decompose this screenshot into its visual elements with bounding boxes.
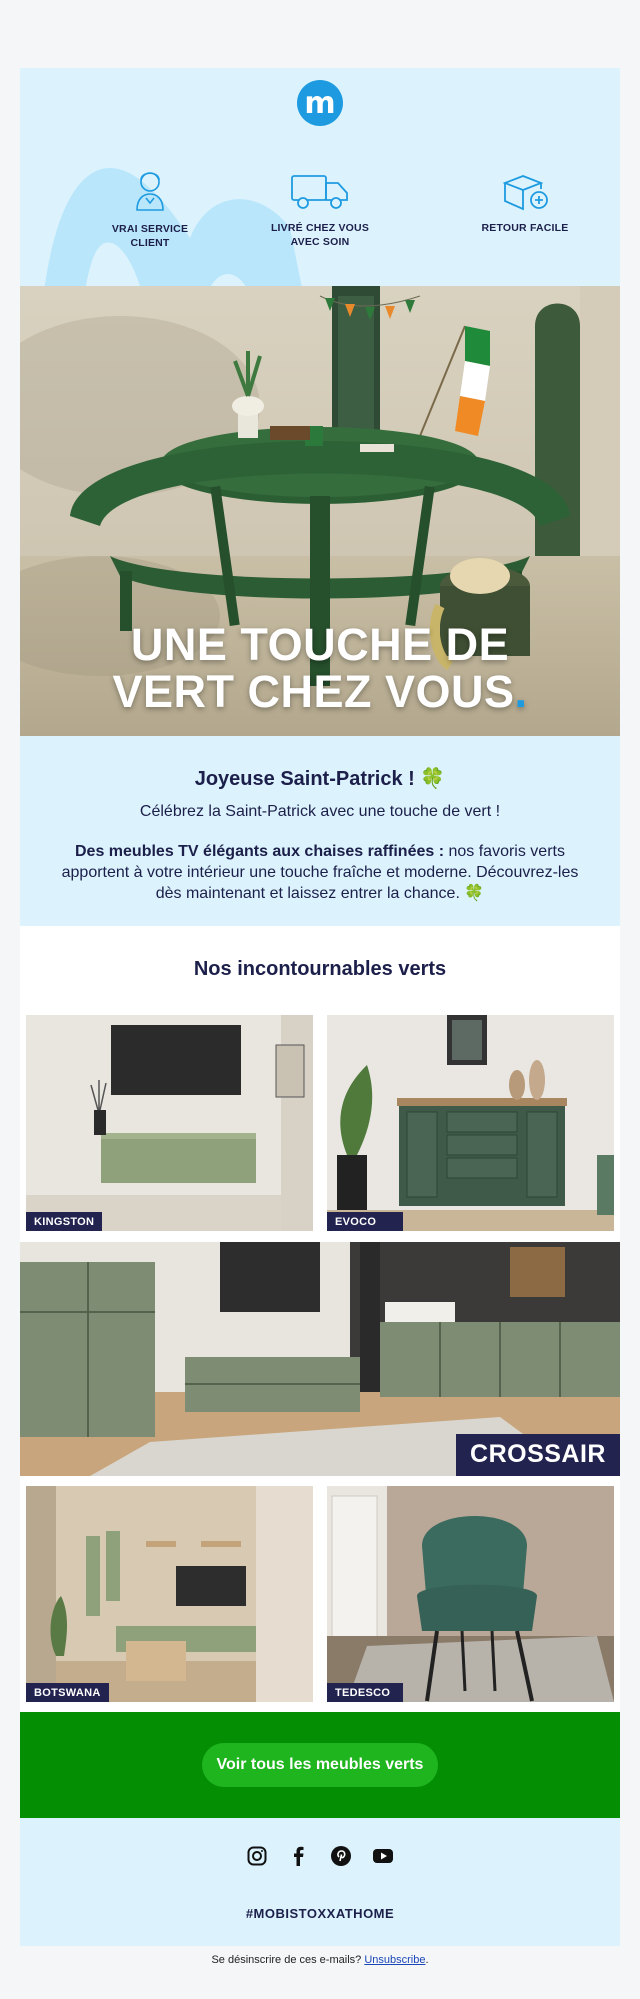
hero-title-line2: VERT CHEZ VOUS [112,666,515,717]
hero-title-dot: . [514,666,528,717]
delivery-truck-icon [290,173,350,211]
product-card-tedesco[interactable] [327,1486,614,1702]
email-container [20,68,620,1946]
intro-body-rest: nos favoris verts apportent à votre intérieur une touche fraîche et moderne. Découvrez-les dès maintenant et laissez entrer la chance. 🍀 [61,843,579,902]
intro-subtitle: Célébrez la Saint-Patrick avec une touche de vert ! [139,803,501,820]
instagram-icon[interactable] [247,1846,267,1866]
product-tag: TEDESCO [327,1683,403,1702]
footer [20,1818,620,1946]
product-card-evoco[interactable] [327,1015,614,1231]
youtube-icon[interactable] [373,1846,393,1866]
hero-title [20,621,620,715]
product-card-botswana[interactable] [26,1486,313,1702]
tedesco-image [327,1486,614,1702]
products-heading: Nos incontournables verts [193,958,447,980]
header [20,68,620,286]
product-card-crossair[interactable] [20,1242,620,1476]
product-tag: EVOCO [327,1212,403,1231]
usp-label: LIVRÉ CHEZ VOUS AVEC SOIN [270,222,370,248]
product-tag: KINGSTON [26,1212,102,1231]
usp-label: RETOUR FACILE [481,222,569,234]
usp-customer-service [65,168,235,250]
usp-delivery [235,173,405,249]
return-box-icon [501,173,549,211]
mobistoxx-logo[interactable]: m [297,80,343,126]
unsubscribe-text: Se désinscrire de ces e-mails? [211,1954,365,1966]
hero-banner[interactable] [20,286,620,736]
pinterest-icon[interactable] [331,1846,351,1866]
evoco-image [327,1015,614,1231]
unsubscribe-link[interactable]: Unsubscribe [364,1954,426,1966]
intro-body-bold: Des meubles TV élégants aux chaises raffinées : [75,843,445,860]
cta-section [20,1712,620,1818]
product-row-1 [20,1015,620,1231]
social-links [20,1846,620,1866]
intro-section [20,736,620,926]
product-card-kingston[interactable] [26,1015,313,1231]
hero-title-line1: UNE TOUCHE DE [130,619,510,670]
kingston-image [26,1015,313,1231]
products-section [20,926,620,1712]
intro-body [50,841,590,904]
product-row-3 [20,1486,620,1712]
intro-heading: Joyeuse Saint-Patrick ! 🍀 [194,768,446,790]
view-green-furniture-button[interactable]: Voir tous les meubles verts [202,1743,439,1787]
hero-title-line2-wrap [20,668,620,715]
unsubscribe-line [0,1954,640,1966]
hashtag: #MOBISTOXXATHOME [245,1906,395,1921]
customer-service-icon [132,168,168,212]
usp-label: VRAI SERVICE CLIENT [111,223,189,249]
product-tag: BOTSWANA [26,1683,109,1702]
botswana-image [26,1486,313,1702]
unsubscribe-end: . [425,1954,429,1966]
usp-return [440,173,610,235]
product-tag-large: CROSSAIR [456,1434,620,1476]
facebook-icon[interactable] [289,1846,309,1866]
